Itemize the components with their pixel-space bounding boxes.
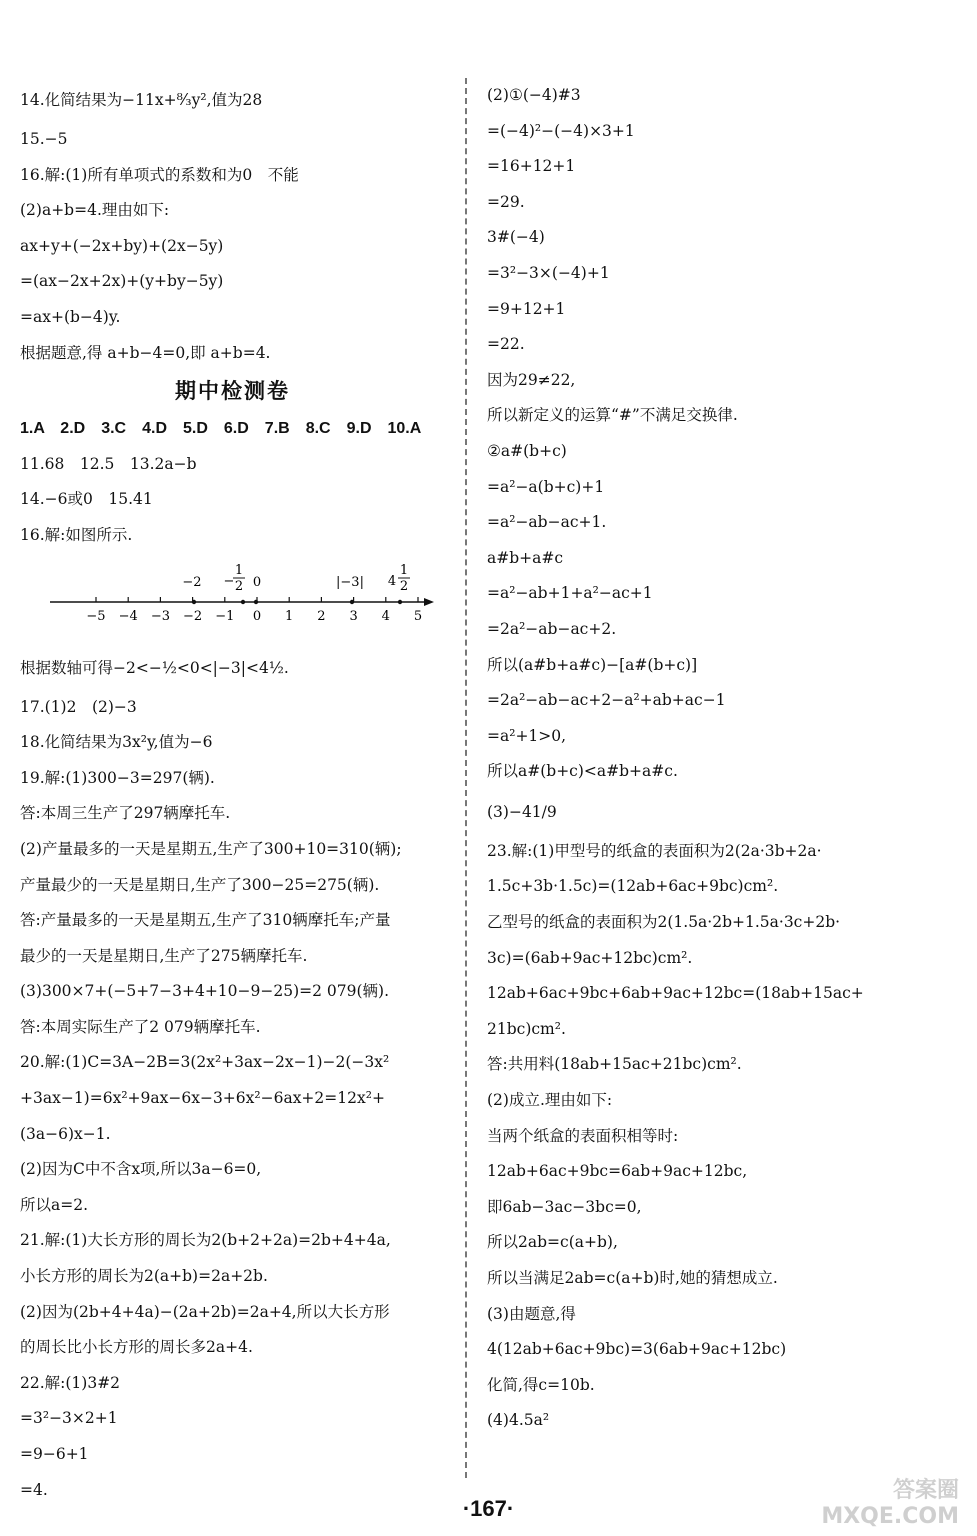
page-number: ·167· bbox=[462, 1496, 515, 1521]
text-line: 答:共用料(18ab+15ac+21bc)cm². bbox=[487, 1055, 742, 1074]
text-line: 当两个纸盒的表面积相等时: bbox=[487, 1126, 679, 1145]
column-divider bbox=[465, 78, 467, 1478]
answer-16-1: 16.解:(1)所有单项式的系数和为0 不能 bbox=[20, 165, 299, 184]
watermark-logo bbox=[819, 1478, 959, 1534]
text-line: 3#(−4) bbox=[487, 228, 545, 247]
text-line: 答:本周实际生产了2 079辆摩托车. bbox=[20, 1017, 261, 1036]
text-line: 1.5c+3b·1.5c)=(12ab+6ac+9bc)cm². bbox=[487, 877, 779, 896]
axis-tick-label: −1 bbox=[215, 608, 235, 624]
answer-23-1: 23.解:(1)甲型号的纸盒的表面积为2(2a·3b+2a· bbox=[487, 841, 822, 860]
number-line-figure bbox=[20, 554, 445, 646]
text-line: 所以(a#b+a#c)−[a#(b+c)] bbox=[487, 655, 698, 674]
text-line: 最少的一天是星期日,生产了275辆摩托车. bbox=[20, 946, 308, 965]
text-line: 答:产量最多的一天是星期五,生产了310辆摩托车;产量 bbox=[20, 911, 391, 930]
axis-tick-label: 5 bbox=[413, 608, 423, 624]
text-line: (3)300×7+(−5+7−3+4+10−9−25)=2 079(辆). bbox=[20, 982, 390, 1001]
text-line: 12ab+6ac+9bc+6ab+9ac+12bc=(18ab+15ac+ bbox=[487, 984, 864, 1003]
answer-15: 15.−5 bbox=[20, 130, 68, 148]
axis-arrow-icon bbox=[424, 598, 434, 606]
point-mixed-whole: 4 bbox=[387, 573, 397, 589]
answer-22-1: 22.解:(1)3#2 bbox=[20, 1373, 121, 1392]
point-abs-label: |−3| bbox=[336, 574, 364, 590]
text-line: 所以a=2. bbox=[20, 1195, 89, 1214]
point-neg-half-dot bbox=[241, 599, 245, 603]
axis-tick-label: −2 bbox=[183, 608, 203, 624]
text-line: (3)由题意,得 bbox=[487, 1304, 576, 1323]
text-line: (2)因为(2b+4+4a)−(2a+2b)=2a+4,所以大长方形 bbox=[20, 1302, 390, 1321]
text-line: 所以当满足2ab=c(a+b)时,她的猜想成立. bbox=[487, 1269, 778, 1287]
answer-19-1: 19.解:(1)300−3=297(辆). bbox=[20, 768, 215, 787]
answer-21-1: 21.解:(1)大长方形的周长为2(b+2+2a)=2b+4+4a, bbox=[20, 1231, 391, 1250]
text-line: =9−6+1 bbox=[20, 1445, 89, 1463]
answer-20-1: 20.解:(1)C=3A−2B=3(2x²+3ax−2x−1)−2(−3x² bbox=[20, 1053, 390, 1072]
multiple-choice-answers: 1.A 2.D 3.C 4.D 5.D 6.D 7.B 8.C 9.D 10.A bbox=[20, 420, 422, 438]
text-line: =9+12+1 bbox=[487, 299, 566, 318]
point-neg-half-num: 1 bbox=[234, 562, 244, 578]
text-line: =29. bbox=[487, 192, 525, 211]
point-neg-half-den: 2 bbox=[234, 578, 244, 594]
text-line: =(ax−2x+2x)+(y+by−5y) bbox=[20, 272, 224, 291]
answer-14: 14.化简结果为−11x+⁸⁄₃y²,值为28 bbox=[20, 91, 263, 109]
text-line: (4)4.5a² bbox=[487, 1411, 550, 1430]
axis-tick-label: −4 bbox=[118, 608, 138, 624]
text-line: (3a−6)x−1. bbox=[20, 1124, 111, 1143]
text-line: 所以新定义的运算“#”不满足交换律. bbox=[487, 406, 738, 425]
text-line: =a²−ab−ac+1. bbox=[487, 513, 607, 532]
text-line: 的周长比小长方形的周长多2a+4. bbox=[20, 1338, 253, 1357]
point-neg-half-sign: − bbox=[223, 573, 235, 589]
text-line: (2)成立.理由如下: bbox=[487, 1091, 613, 1110]
answer-17: 17.(1)2 (2)−3 bbox=[20, 697, 137, 716]
answer-16-2: (2)a+b=4.理由如下: bbox=[20, 201, 170, 220]
axis-tick-label: −5 bbox=[86, 608, 106, 624]
fill-answers-2: 14.−6或0 15.41 bbox=[20, 490, 153, 509]
point-zero-dot bbox=[254, 599, 258, 603]
text-line: 因为29≠22, bbox=[487, 370, 576, 389]
point-mixed-dot bbox=[398, 599, 402, 603]
answer-16-midterm: 16.解:如图所示. bbox=[20, 525, 133, 544]
number-line-svg bbox=[42, 554, 442, 646]
axis-tick-label: 4 bbox=[381, 608, 390, 624]
text-line: =2a²−ab−ac+2−a²+ab+ac−1 bbox=[487, 691, 726, 710]
axis-tick-label: 0 bbox=[252, 608, 262, 624]
text-line: =a²−ab+1+a²−ac+1 bbox=[487, 584, 653, 603]
number-line-conclusion: 根据数轴可得−2<−½<0<|−3|<4½. bbox=[20, 658, 289, 677]
fill-answers-1: 11.68 12.5 13.2a−b bbox=[20, 454, 197, 473]
text-line: 根据题意,得 a+b−4=0,即 a+b=4. bbox=[20, 343, 271, 362]
text-line: (2)因为C中不含x项,所以3a−6=0, bbox=[20, 1160, 262, 1179]
text-line: a#b+a#c bbox=[487, 548, 564, 567]
point-abs-dot bbox=[350, 599, 354, 603]
axis-tick-label: 2 bbox=[317, 608, 326, 624]
axis-tick-label: 1 bbox=[285, 608, 294, 624]
text-line: 所以a#(b+c)<a#b+a#c. bbox=[487, 762, 678, 781]
right-column bbox=[487, 78, 957, 1439]
left-column bbox=[20, 78, 445, 1508]
watermark-line1: 答案圈 bbox=[892, 1478, 959, 1503]
text-line: 化简,得c=10b. bbox=[487, 1375, 595, 1394]
text-line: 所以2ab=c(a+b), bbox=[487, 1233, 618, 1252]
point-zero-label: 0 bbox=[252, 574, 262, 590]
axis-tick-label: −3 bbox=[150, 608, 170, 624]
text-line: =a²+1>0, bbox=[487, 726, 567, 745]
text-line: +3ax−1)=6x²+9ax−6x−3+6x²−6ax+2=12x²+ bbox=[20, 1089, 385, 1108]
text-line: 12ab+6ac+9bc=6ab+9ac+12bc, bbox=[487, 1162, 748, 1181]
text-line: 4(12ab+6ac+9bc)=3(6ab+9ac+12bc) bbox=[487, 1340, 787, 1359]
text-line: 乙型号的纸盒的表面积为2(1.5a·2b+1.5a·3c+2b· bbox=[487, 913, 841, 932]
text-line: =4. bbox=[20, 1480, 48, 1499]
text-line: 即6ab−3ac−3bc=0, bbox=[487, 1197, 642, 1216]
axis-tick-label: 3 bbox=[349, 608, 358, 624]
text-line: =2a²−ab−ac+2. bbox=[487, 619, 617, 638]
point-mixed-num: 1 bbox=[399, 562, 409, 578]
text-line: ax+y+(−2x+by)+(2x−5y) bbox=[20, 236, 224, 255]
text-line: =3²−3×(−4)+1 bbox=[487, 263, 610, 282]
text-line: 21bc)cm². bbox=[487, 1019, 566, 1038]
text-line: =a²−a(b+c)+1 bbox=[487, 477, 605, 496]
point-neg2-dot bbox=[192, 599, 196, 603]
text-line: =22. bbox=[487, 335, 525, 354]
text-line: 答:本周三生产了297辆摩托车. bbox=[20, 804, 231, 823]
text-line: =3²−3×2+1 bbox=[20, 1409, 118, 1428]
text-line: ②a#(b+c) bbox=[487, 441, 567, 460]
answer-22-2: (2)①(−4)#3 bbox=[487, 86, 581, 104]
text-line: =ax+(b−4)y. bbox=[20, 307, 121, 326]
text-line: 产量最少的一天是星期日,生产了300−25=275(辆). bbox=[20, 875, 380, 894]
point-neg2-label: −2 bbox=[182, 574, 202, 590]
answer-18: 18.化简结果为3x²y,值为−6 bbox=[20, 733, 213, 752]
watermark-line2: MXQE.COM bbox=[821, 1504, 959, 1529]
answer-22-3: (3)−41/9 bbox=[487, 802, 557, 821]
text-line: (2)产量最多的一天是星期五,生产了300+10=310(辆); bbox=[20, 839, 402, 858]
point-mixed-den: 2 bbox=[399, 578, 409, 594]
text-line: =16+12+1 bbox=[487, 157, 576, 176]
text-line: 3c)=(6ab+9ac+12bc)cm². bbox=[487, 948, 693, 967]
section-heading: 期中检测卷 bbox=[175, 379, 290, 404]
text-line: =(−4)²−(−4)×3+1 bbox=[487, 121, 635, 140]
text-line: 小长方形的周长为2(a+b)=2a+2b. bbox=[20, 1267, 268, 1286]
